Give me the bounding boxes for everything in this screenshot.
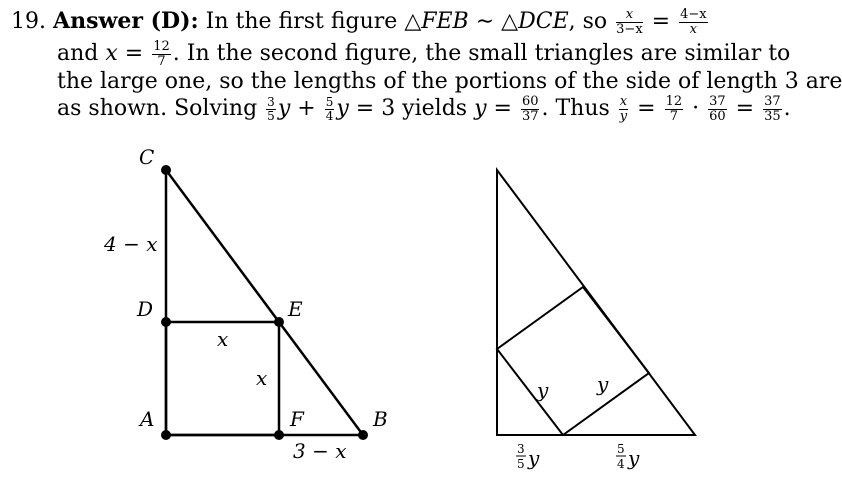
point-E [274,317,284,327]
triangle-ACB [166,170,363,435]
label-y-1: y [537,378,549,402]
thus-text: . Thus [541,96,610,122]
problem-number: 19. [11,9,46,35]
label-F: F [290,407,304,431]
triangle-feb: △FEB [404,9,469,35]
point-D [161,317,171,327]
x-equals: = [124,41,144,67]
and-text: and [57,41,99,67]
label-E: E [288,297,303,321]
figure-1 [166,170,363,435]
final-fraction: $\frac{37}{35}$ [764,94,781,124]
bottom-left-label [516,442,540,471]
coef1-fraction: $\frac{3}{5}$ [267,95,275,123]
equals-sign: = [651,9,671,35]
bottom-right-label [616,442,640,471]
point-B [358,430,368,440]
equals-sign-3: = [735,96,755,122]
inscribed-square [497,287,649,435]
similar-symbol: ∼ [475,9,495,35]
svg-text:4: 4 [617,457,625,471]
svg-text:y: y [628,446,640,470]
ratio-right-fraction: $\frac{4-x}{x}$ [680,7,707,37]
y-variable-1: y [277,96,291,122]
line4-text-b: = 3 yields [355,96,468,122]
ratio-left-fraction: $\frac{x}{3-x}$ [616,7,643,37]
triangle-dce: △DCE [501,9,569,35]
label-side-EF: x [256,366,268,390]
y-variable-2: y [336,96,349,122]
svg-text:3: 3 [517,442,525,456]
svg-text:y: y [528,446,540,470]
x-variable: x [105,41,118,67]
plus-sign: + [297,96,316,122]
label-y-2: y [597,372,609,396]
point-C [161,165,171,175]
so-text: , so [568,9,608,35]
point-A [161,430,171,440]
y-value-fraction: $\frac{60}{37}$ [521,94,539,124]
product-b-fraction: $\frac{37}{60}$ [709,94,726,124]
label-C: C [139,145,155,169]
line3-text: the large one, so the lengths of the portions of the side of length 3 are [57,69,842,94]
label-D: D [137,297,154,321]
line2-text: . In the second figure, the small triangles are similar to [172,41,791,67]
coef2-fraction: $\frac{5}{4}$ [325,95,334,123]
x-value-fraction: $\frac{12}{7}$ [153,39,170,69]
label-side-CD: 4 − x [104,232,158,256]
equals-sign-2: = [637,96,656,122]
figure-2 [497,170,695,435]
line4-text-a: as shown. Solving [57,96,258,122]
svg-text:5: 5 [517,457,525,471]
y-equals: y = [474,96,512,122]
dot-operator: · [692,96,700,122]
label-B: B [373,407,388,431]
product-a-fraction: $\frac{12}{7}$ [665,94,683,124]
x-over-y-fraction: $\frac{x}{y}$ [619,94,628,124]
label-side-DE: x [217,327,229,351]
label-side-FB: 3 − x [293,439,347,463]
point-F [274,430,284,440]
line1-text: In the first figure [205,9,398,35]
answer-label: Answer (D): [53,8,199,35]
svg-text:5: 5 [617,442,625,456]
label-A: A [140,407,155,431]
period: . [783,96,791,122]
